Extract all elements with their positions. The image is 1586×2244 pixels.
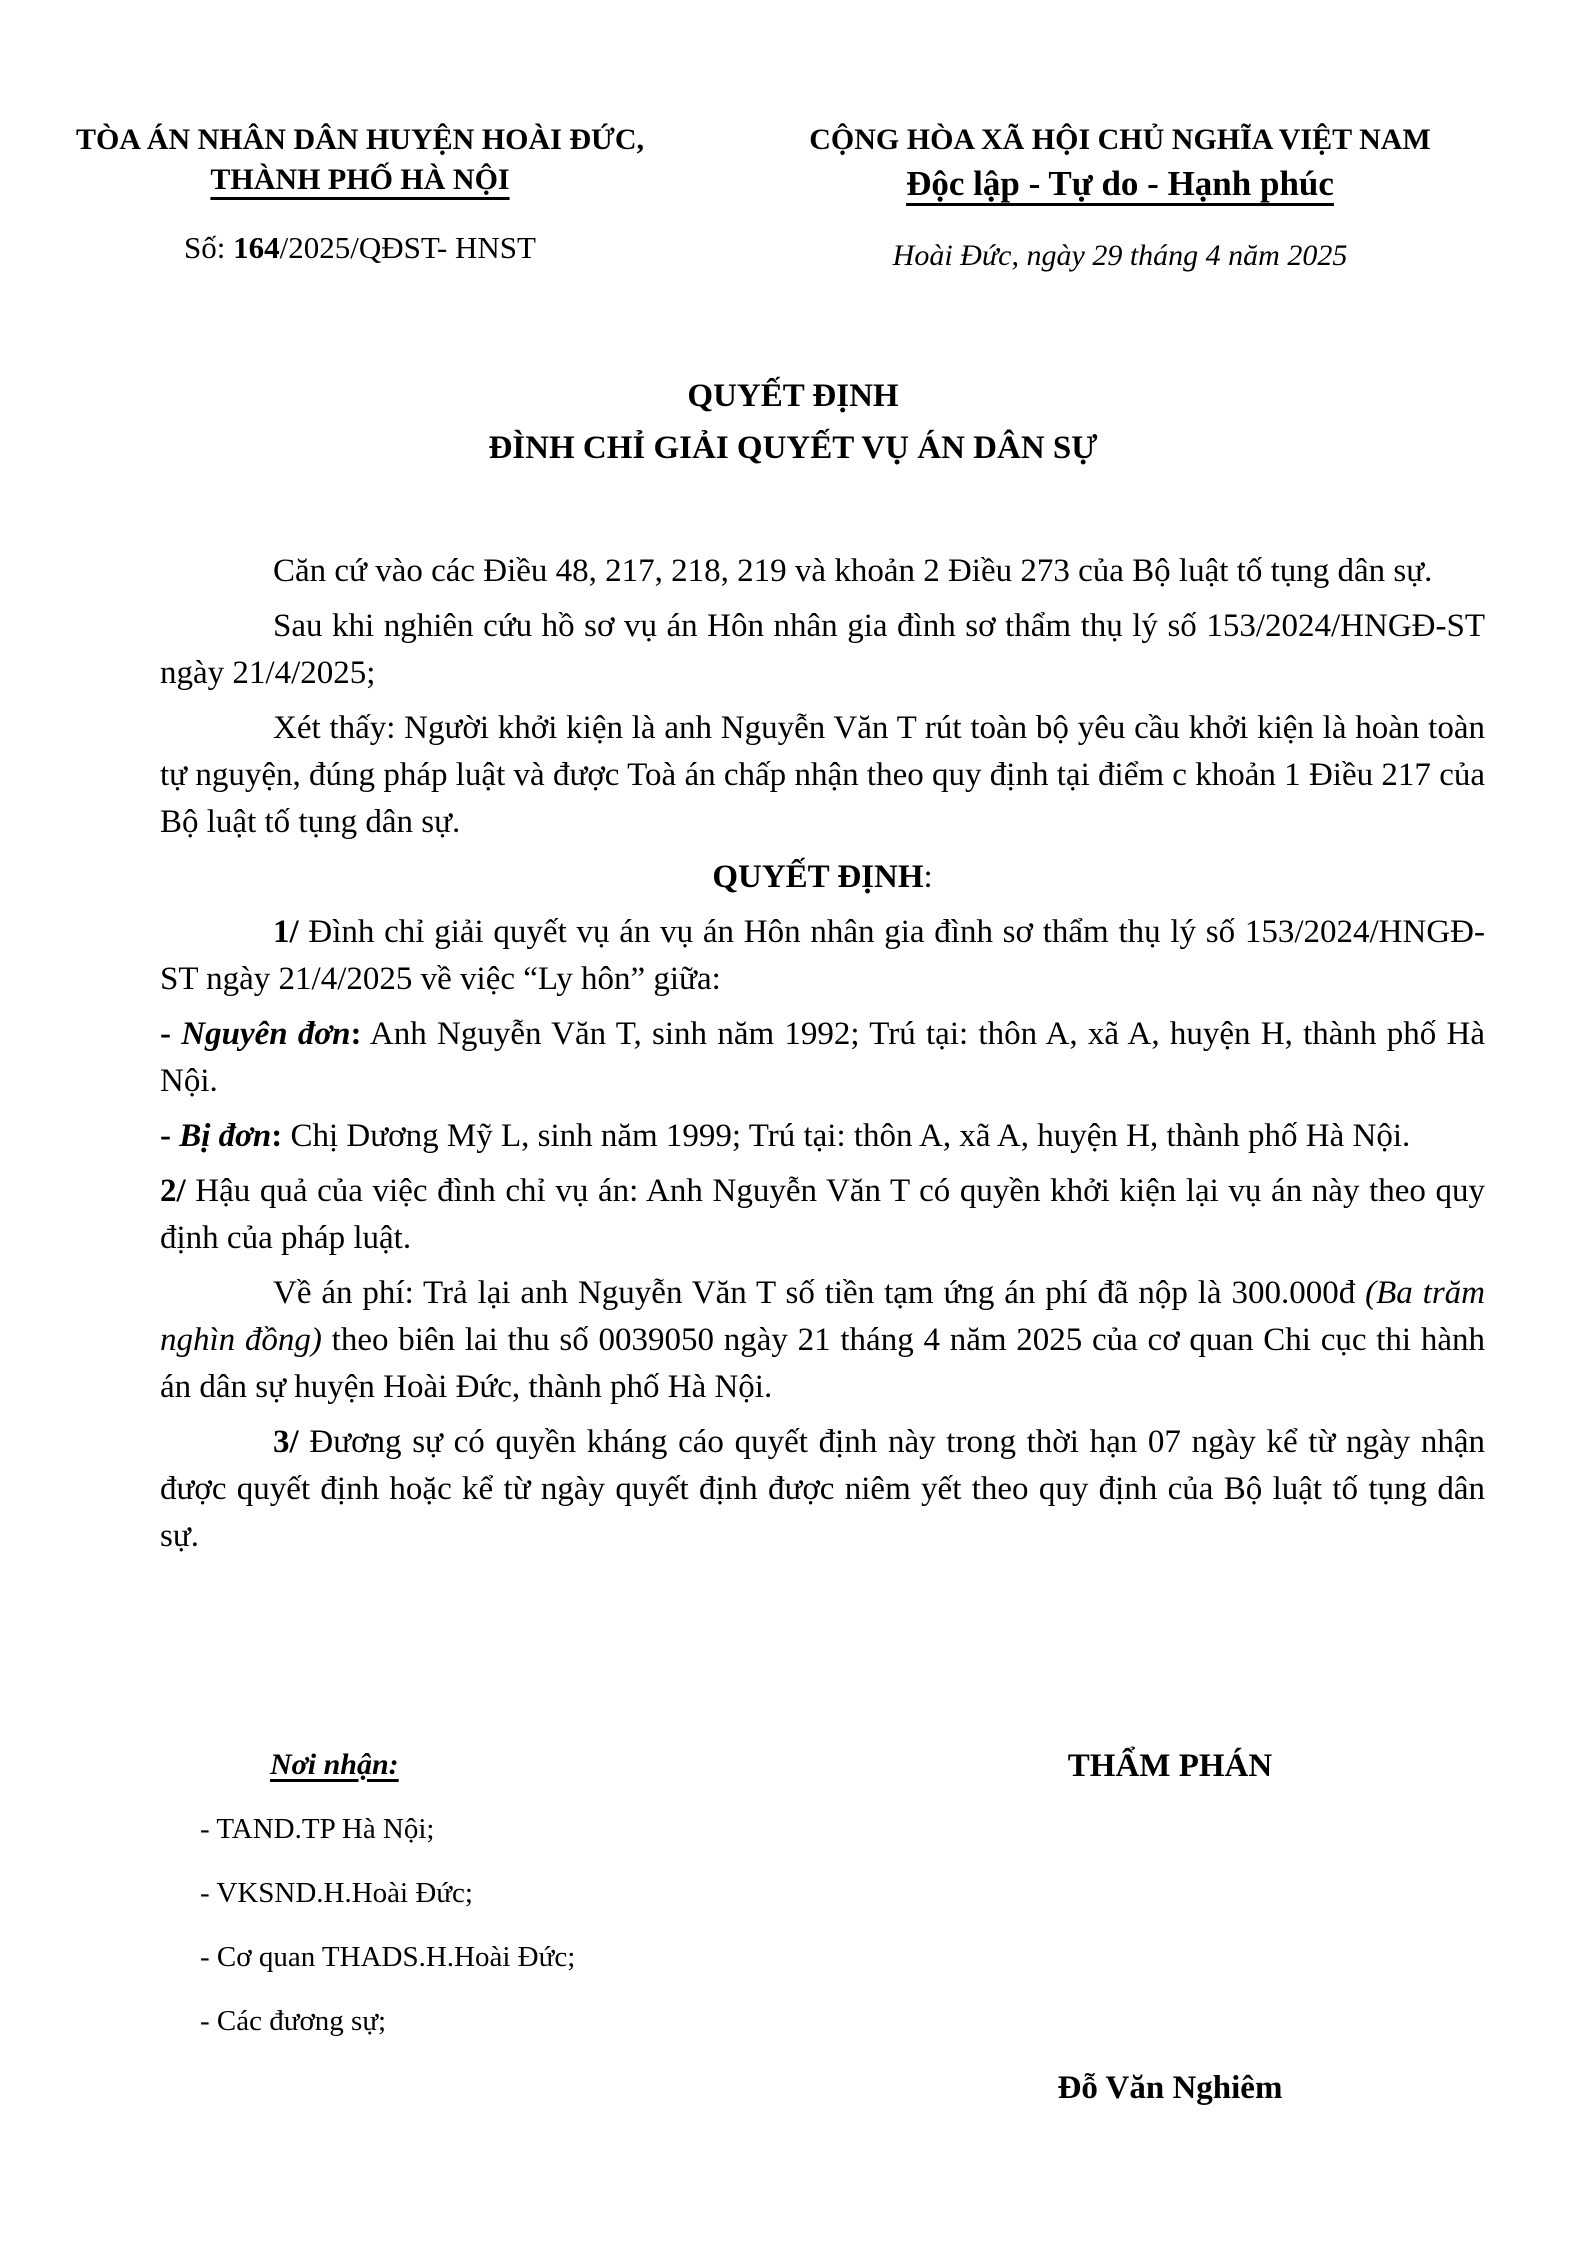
plaintiff-paragraph bbox=[160, 1011, 1485, 1105]
court-header bbox=[60, 120, 660, 268]
document-title: QUYẾT ĐỊNH bbox=[687, 378, 899, 414]
court-name-line1: TÒA ÁN NHÂN DÂN HUYỆN HOÀI ĐỨC, bbox=[75, 123, 645, 156]
decision-heading-text: QUYẾT ĐỊNH bbox=[712, 859, 924, 895]
court-city: THÀNH PHỐ HÀ NỘI bbox=[210, 163, 510, 196]
item-2-number: 2/ bbox=[160, 1173, 186, 1209]
recipient-item: - Cơ quan THADS.H.Hoài Đức; bbox=[200, 1941, 576, 1973]
decision-item-1 bbox=[160, 909, 1485, 1003]
document-body bbox=[160, 548, 1485, 1568]
item-3-number: 3/ bbox=[273, 1424, 299, 1460]
defendant-colon: : bbox=[271, 1118, 283, 1154]
item-3-text: Đương sự có quyền kháng cáo quyết định này trong thời hạn 07 ngày kể từ ngày nhận được quyết định hoặc kể từ ngày quyết định được niêm yết theo quy định của Bộ luật tố tụng dân sự. bbox=[160, 1424, 1485, 1554]
recipient-item: - TAND.TP Hà Nội; bbox=[200, 1813, 435, 1845]
national-header bbox=[760, 120, 1480, 276]
motto bbox=[760, 160, 1480, 208]
defendant-paragraph bbox=[160, 1113, 1485, 1160]
document-number bbox=[60, 228, 660, 268]
defendant-dash: - bbox=[160, 1118, 180, 1154]
court-name-line2 bbox=[60, 160, 660, 200]
findings-paragraph: Xét thấy: Người khởi kiện là anh Nguyễn Văn T rút toàn bộ yêu cầu khởi kiện là hoàn toàn tự nguyện, đúng pháp luật và được Toà án chấp nhận theo quy định tại điểm c khoản 1 Điều 217 của Bộ luật tố tụng dân sự. bbox=[160, 710, 1485, 840]
recipient-item: - Các đương sự; bbox=[200, 2005, 387, 2037]
signer-title: THẨM PHÁN bbox=[1067, 1748, 1273, 1784]
signer-name: Đỗ Văn Nghiêm bbox=[1057, 2070, 1283, 2106]
item-2-text: Hậu quả của việc đình chỉ vụ án: Anh Nguyễn Văn T có quyền khởi kiện lại vụ án này theo quy định của pháp luật. bbox=[160, 1173, 1485, 1256]
doc-number-suffix: /2025/QĐST- HNST bbox=[279, 230, 536, 265]
item-1-text: Đình chỉ giải quyết vụ án vụ án Hôn nhân gia đình sơ thẩm thụ lý số 153/2024/HNGĐ-ST ngày 21/4/2025 về việc “Ly hôn” giữa: bbox=[160, 914, 1485, 997]
defendant-label: Bị đơn bbox=[179, 1118, 272, 1154]
legal-basis-paragraph: Căn cứ vào các Điều 48, 217, 218, 219 và khoản 2 Điều 273 của Bộ luật tố tụng dân sự. bbox=[273, 553, 1433, 589]
decision-heading bbox=[160, 854, 1485, 901]
fee-text-2: theo biên lai thu số 0039050 ngày 21 tháng 4 năm 2025 của cơ quan Chi cục thi hành án dân sự huyện Hoài Đức, thành phố Hà Nội. bbox=[160, 1322, 1485, 1405]
defendant-text: Chị Dương Mỹ L, sinh năm 1999; Trú tại: thôn A, xã A, huyện H, thành phố Hà Nội. bbox=[282, 1118, 1411, 1154]
recipient-item: - VKSND.H.Hoài Đức; bbox=[200, 1877, 473, 1909]
plaintiff-label: Nguyên đơn bbox=[181, 1016, 351, 1052]
decision-item-2 bbox=[160, 1168, 1485, 1262]
motto-text: Độc lập - Tự do - Hạnh phúc bbox=[906, 164, 1334, 203]
item-1-number: 1/ bbox=[273, 914, 299, 950]
plaintiff-colon: : bbox=[350, 1016, 362, 1052]
plaintiff-text: Anh Nguyễn Văn T, sinh năm 1992; Trú tại: thôn A, xã A, huyện H, thành phố Hà Nội. bbox=[160, 1016, 1485, 1099]
decision-item-3 bbox=[160, 1419, 1485, 1560]
country-name: CỘNG HÒA XÃ HỘI CHỦ NGHĨA VIỆT NAM bbox=[809, 123, 1431, 156]
fee-amount-words: (Ba trăm nghìn đồng) bbox=[160, 1275, 1485, 1358]
doc-number-value: 164 bbox=[233, 230, 280, 265]
recipients-title: Nơi nhận: bbox=[270, 1748, 399, 1781]
case-review-paragraph: Sau khi nghiên cứu hồ sơ vụ án Hôn nhân gia đình sơ thẩm thụ lý số 153/2024/HNGĐ-ST ngày 21/4/2025; bbox=[160, 608, 1485, 691]
fee-text-1: Về án phí: Trả lại anh Nguyễn Văn T số tiền tạm ứng án phí đã nộp là 300.000đ bbox=[273, 1275, 1366, 1311]
court-fee-paragraph bbox=[160, 1270, 1485, 1411]
document-subtitle: ĐÌNH CHỈ GIẢI QUYẾT VỤ ÁN DÂN SỰ bbox=[488, 430, 1098, 466]
issue-date: Hoài Đức, ngày 29 tháng 4 năm 2025 bbox=[892, 239, 1348, 272]
plaintiff-dash: - bbox=[160, 1016, 182, 1052]
doc-number-prefix: Số: bbox=[184, 230, 234, 265]
recipients-block bbox=[200, 1745, 800, 2041]
decision-heading-colon: : bbox=[923, 859, 933, 895]
